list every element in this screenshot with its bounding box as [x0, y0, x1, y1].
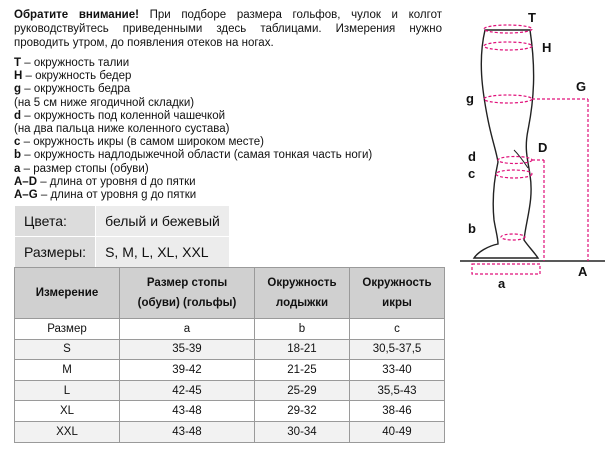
legend-key: b — [14, 149, 22, 162]
sizes-label: Размеры: — [15, 237, 96, 268]
label-D: D — [538, 140, 548, 155]
size-table-body — [15, 319, 445, 443]
table-row — [15, 319, 445, 340]
table-cell: 38-46 — [350, 401, 445, 422]
legend-text: – окружность икры (в самом широком месте) — [20, 136, 264, 149]
header-text: лодыжки — [275, 297, 329, 309]
table-cell: 40-49 — [350, 421, 445, 442]
intro-text: При подборе размера гольфов, чулок и колгот руководствуйтесь приведенными здесь таблицами. Измерения нужно проводить утром, до появления отеков на ногах. — [14, 9, 442, 49]
legend-text: – окружность под коленной чашечкой — [21, 109, 226, 122]
table-cell: 30,5-37,5 — [350, 339, 445, 360]
table-cell: Размер — [15, 319, 120, 340]
table-cell: 30-34 — [255, 421, 350, 442]
legend-key: A–G — [14, 189, 38, 202]
table-cell: M — [15, 360, 120, 381]
label-b: b — [468, 221, 476, 236]
table-cell: 35-39 — [120, 339, 255, 360]
header-measurement — [15, 268, 120, 319]
foot-length-bracket — [472, 264, 540, 274]
label-A: A — [578, 264, 588, 279]
table-cell: b — [255, 319, 350, 340]
legend-line — [14, 57, 454, 70]
table-cell: 25-29 — [255, 380, 350, 401]
intro-note — [14, 8, 442, 50]
sizes-row — [15, 237, 230, 268]
table-cell: 21-25 — [255, 360, 350, 381]
table-cell: c — [350, 319, 445, 340]
table-cell: 35,5-43 — [350, 380, 445, 401]
legend-key: H — [14, 70, 23, 83]
label-c: c — [468, 166, 476, 181]
legend-key: T — [14, 57, 22, 69]
legend-line — [14, 176, 454, 189]
header-text: (обуви) (гольфы) — [137, 297, 237, 309]
legend-text: – окружность бедер — [22, 70, 132, 83]
table-cell: 39-42 — [120, 360, 255, 381]
label-G: G — [576, 79, 587, 94]
legend-line — [14, 136, 454, 149]
legend-line — [14, 70, 454, 83]
header-text: Измерение — [35, 287, 99, 299]
leg-measurement-diagram — [458, 0, 607, 451]
table-row — [15, 380, 445, 401]
legend-line — [14, 189, 454, 202]
table-cell: 43-48 — [120, 401, 255, 422]
table-cell: 18-21 — [255, 339, 350, 360]
table-cell: 43-48 — [120, 421, 255, 442]
legend-text: – окружность надлодыжечной области (самая тонкая часть ноги) — [21, 149, 373, 162]
label-d: d — [468, 149, 476, 164]
legend-text: (на 5 см ниже ягодичной складки) — [14, 96, 195, 109]
legend-key: A–D — [14, 175, 38, 188]
legend-line — [14, 163, 454, 176]
table-cell: 29-32 — [255, 401, 350, 422]
label-g: g — [466, 91, 474, 106]
table-cell: L — [15, 380, 120, 401]
size-table-header — [15, 268, 445, 319]
header-text: икры — [382, 297, 412, 309]
legend-text: – окружность талии — [21, 57, 130, 69]
header-foot-size — [120, 268, 255, 319]
leg-outline — [474, 30, 538, 258]
intro-lead: Обратите внимание! — [14, 9, 139, 21]
sizes-value: S, M, L, XL, XXL — [96, 237, 230, 268]
legend-key: a — [14, 162, 21, 175]
label-T: T — [528, 10, 536, 25]
header-ankle — [255, 268, 350, 319]
colors-row — [15, 206, 230, 237]
legend-text: – окружность бедра — [21, 83, 131, 96]
legend-line — [14, 97, 454, 110]
legend-text: – длина от уровня g до пятки — [37, 189, 197, 202]
legend-line — [14, 123, 454, 136]
header-text: Окружность — [362, 277, 432, 289]
table-row — [15, 360, 445, 381]
colors-label: Цвета: — [15, 206, 96, 237]
measurement-legend — [14, 57, 454, 202]
table-row — [15, 401, 445, 422]
legend-line — [14, 83, 454, 96]
header-calf — [350, 268, 445, 319]
label-a: a — [498, 276, 506, 291]
size-table — [14, 267, 445, 443]
header-text: Размер стопы — [146, 277, 228, 289]
legend-text: – длина от уровня d до пятки — [37, 175, 196, 188]
legend-line — [14, 110, 454, 123]
table-cell: a — [120, 319, 255, 340]
product-info-table — [14, 205, 230, 268]
header-text: Окружность — [267, 277, 337, 289]
legend-key: c — [14, 136, 21, 149]
table-cell: S — [15, 339, 120, 360]
colors-value: белый и бежевый — [96, 206, 230, 237]
table-row — [15, 421, 445, 442]
table-cell: XL — [15, 401, 120, 422]
table-cell: 42-45 — [120, 380, 255, 401]
legend-text: (на два пальца ниже коленного сустава) — [14, 123, 230, 136]
table-cell: XXL — [15, 421, 120, 442]
table-cell: 33-40 — [350, 360, 445, 381]
label-H: H — [542, 40, 552, 55]
legend-key: g — [14, 83, 22, 96]
legend-text: – размер стопы (обуви) — [20, 162, 149, 175]
legend-line — [14, 149, 454, 162]
table-row — [15, 339, 445, 360]
legend-key: d — [14, 109, 22, 122]
